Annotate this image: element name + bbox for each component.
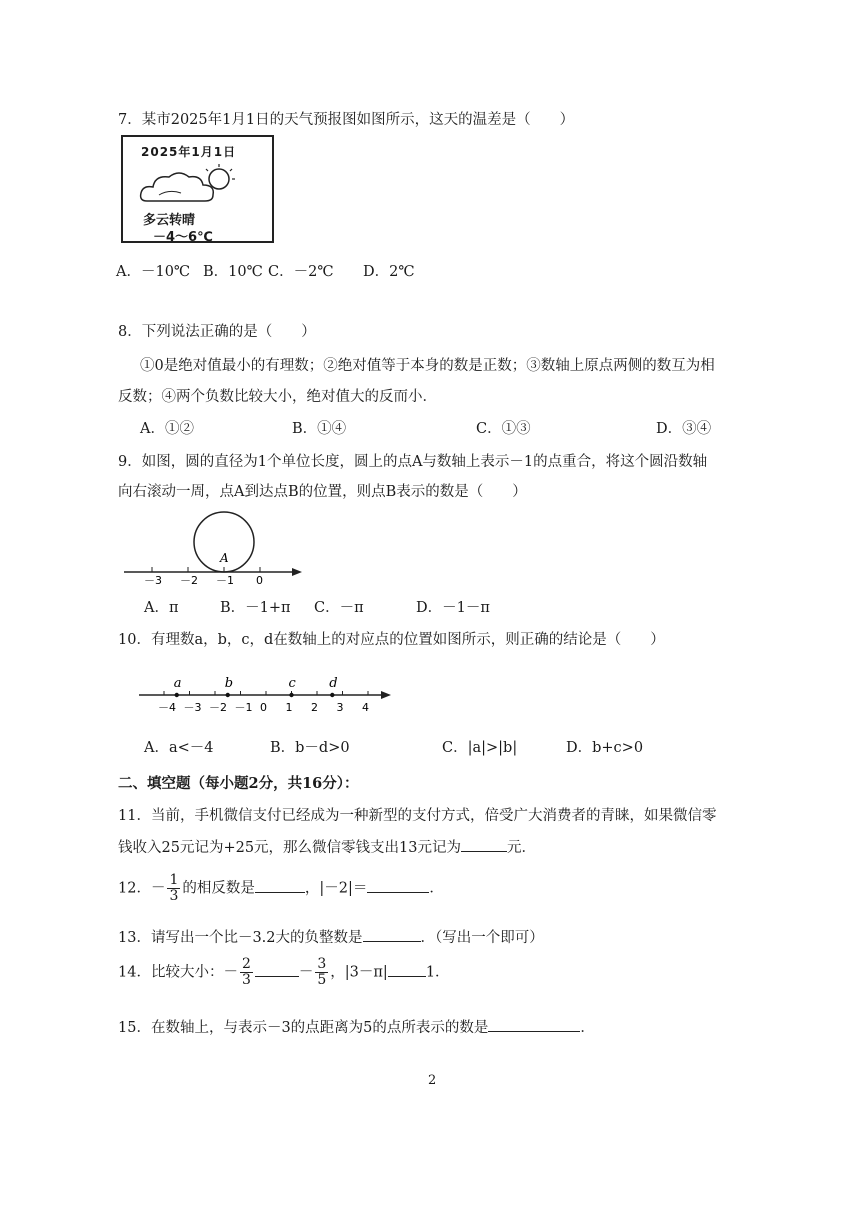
q8-option-b: B．①④ [292,421,347,437]
q14-f1-den: 3 [241,972,251,988]
q14-f2-den: 5 [317,972,327,988]
q12-answer-blank-1[interactable] [255,878,305,893]
q9-stem-line1: 9．如图，圆的直径为1个单位长度，圆上的点A与数轴上表示－1的点重合，将这个圆沿数轴 [118,454,708,470]
q11-line1: 11．当前，手机微信支付已经成为一种新型的支付方式，倍受广大消费者的青睐，如果微信零 [118,808,717,824]
q10-option-a: A．a<－4 [144,740,214,756]
q10-tick-label: 1 [285,701,293,714]
q10-point-label: b [224,676,234,691]
q9-option-d: D．－1－π [416,600,490,616]
q10-option-b: B．b－d>0 [270,740,350,756]
q8-body-line2: 反数；④两个负数比较大小，绝对值大的反而小． [118,389,437,405]
q10-point-label: a [173,676,182,691]
q10-axis-arrow [381,691,391,699]
q9-number-line-figure [120,505,310,587]
q14-end: 1． [425,964,450,981]
q12-answer-blank-2[interactable] [367,878,429,893]
q14-mid: ，|3－π| [330,964,388,981]
q9-tick-label: －1 [216,574,234,587]
q9-option-c: C．－π [314,600,364,616]
q14-answer-blank-1[interactable] [255,962,299,977]
q10-tick-label: 3 [336,701,344,714]
q7-option-a: A．－10℃ [116,264,191,280]
q12-line [118,873,444,904]
q10-point-b [226,693,230,697]
q13-end: ．（写出一个即可） [420,930,544,946]
section-heading: 二、填空题（每小题2分，共16分）： [118,775,359,792]
q9-tick-label: －2 [180,574,198,587]
q9-option-a: A．π [144,600,179,616]
q14-f2-num: 3 [317,956,327,972]
q14-fraction-1 [240,957,253,988]
q9-axis-arrow [292,568,302,576]
q15-line [118,1016,595,1037]
q10-point-a [175,693,179,697]
q12-mid2: ，|－2|＝ [304,880,368,897]
q10-tick-label: 0 [260,701,267,714]
q7-stem: 7．某市2025年1月1日的天气预报图如图所示，这天的温差是（ ） [118,112,575,128]
q7-option-b: B．10℃ [203,264,263,280]
q10-tick-label: －2 [209,701,227,714]
q13-line [118,926,544,947]
weather-forecast-card [121,135,274,243]
q10-tick-label: －4 [158,701,176,714]
q15-text: 15．在数轴上，与表示－3的点距离为5的点所表示的数是 [118,1020,489,1036]
weather-description: 多云转晴 [143,213,196,228]
cloud-sun-icon [139,163,249,208]
q10-stem: 10．有理数a，b，c，d在数轴上的对应点的位置如图所示，则正确的结论是（ ） [118,632,665,648]
q12-frac-num: 1 [169,872,179,888]
q14-prefix: 14．比较大小：－ [118,964,238,981]
q8-option-d: D．③④ [656,421,712,437]
q9-point-a-label: A [220,551,229,565]
q10-number-line-figure [135,668,395,718]
q8-option-c: C．①③ [476,421,531,437]
q8-stem: 8．下列说法正确的是（ ） [118,324,316,340]
q12-prefix: 12．－ [118,880,166,897]
q14-f1-num: 2 [241,956,251,972]
q10-point-d [330,693,334,697]
q7-option-d: D．2℃ [363,264,415,280]
q11-line2-text: 钱收入25元记为+25元，那么微信零钱支出13元记为 [118,840,461,856]
q10-tick-label: －3 [183,701,202,714]
q13-text: 13．请写出一个比－3.2大的负整数是 [118,930,363,946]
q11-answer-blank[interactable] [461,837,507,852]
q9-stem-line2: 向右滚动一周，点A到达点B的位置，则点B表示的数是（ ） [118,484,527,500]
q10-point-label: c [288,676,296,691]
q15-answer-blank[interactable] [488,1017,580,1032]
q11-line2-end: 元． [507,840,536,856]
q12-fraction [167,873,180,904]
q14-minus: － [298,964,314,981]
q11-line2 [118,836,536,857]
q10-option-c: C．|a|>|b| [442,740,518,756]
q12-frac-den: 3 [169,888,179,904]
q14-fraction-2 [315,957,328,988]
q10-tick-label: 4 [362,701,369,714]
q15-end: ． [580,1020,595,1036]
q10-option-d: D．b+c>0 [566,740,644,756]
q9-tick-label: 0 [256,574,263,587]
q9-tick-label: －3 [144,574,162,587]
q10-point-c [289,693,293,697]
q12-end: ． [429,880,444,897]
page-number: 2 [428,1073,437,1088]
q9-option-b: B．－1+π [220,600,291,616]
q10-tick-label: 2 [311,701,318,714]
q10-point-label: d [329,676,338,691]
q12-mid: 的相反数是 [182,880,255,897]
q7-option-c: C．－2℃ [268,264,334,280]
weather-temperature: －4～6℃ [153,230,213,245]
q8-option-a: A．①② [140,421,194,437]
q14-answer-blank-2[interactable] [388,962,426,977]
weather-date: 2025年1月1日 [141,145,237,159]
q8-body-line1: ①0是绝对值最小的有理数；②绝对值等于本身的数是正数；③数轴上原点两侧的数互为相 [140,358,715,374]
q13-answer-blank[interactable] [363,927,421,942]
q14-line [118,957,450,988]
q10-tick-label: －1 [234,701,253,714]
